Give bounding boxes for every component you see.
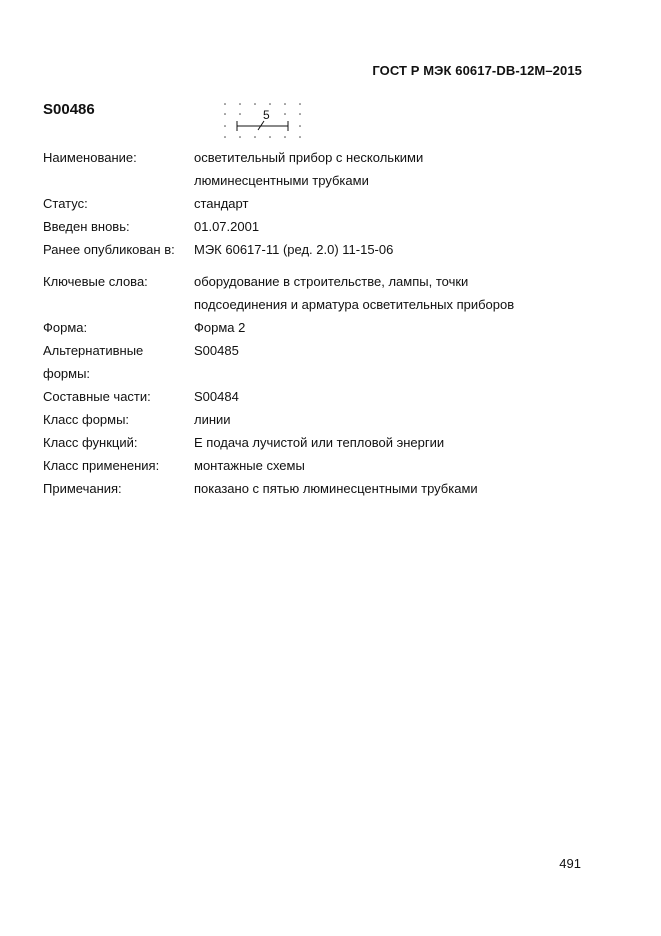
field-value: монтажные схемы xyxy=(194,458,305,473)
field-value: стандарт xyxy=(194,196,249,211)
field-row xyxy=(43,215,603,238)
symbol-code: S00486 xyxy=(43,101,95,118)
field-label: Класс применения: xyxy=(43,458,160,473)
grid-dot xyxy=(284,113,286,115)
field-row xyxy=(43,192,603,215)
field-row xyxy=(43,431,603,454)
field-row xyxy=(43,146,603,169)
grid-dot xyxy=(299,113,301,115)
field-label: формы: xyxy=(43,366,91,381)
field-value: осветительный прибор с несколькими xyxy=(194,150,424,165)
grid-dot xyxy=(254,103,256,105)
grid-dot xyxy=(299,136,301,138)
field-row xyxy=(43,408,603,431)
field-value: S00485 xyxy=(194,343,239,358)
grid-dot xyxy=(254,136,256,138)
field-label: Класс функций: xyxy=(43,435,138,450)
grid-dot xyxy=(269,136,271,138)
field-value: S00484 xyxy=(194,389,239,404)
field-row xyxy=(43,169,603,192)
field-value: МЭК 60617-11 (ред. 2.0) 11-15-06 xyxy=(194,242,394,257)
document-header: ГОСТ Р МЭК 60617-DB-12M–2015 xyxy=(372,63,582,78)
field-list xyxy=(43,146,603,500)
field-label: Ранее опубликован в: xyxy=(43,242,175,257)
field-row xyxy=(43,238,603,261)
grid-dot xyxy=(239,136,241,138)
field-label: Альтернативные xyxy=(43,343,144,358)
field-label xyxy=(43,169,194,192)
field-row xyxy=(43,293,603,316)
field-label: Статус: xyxy=(43,196,88,211)
field-label xyxy=(43,293,194,316)
grid-dot xyxy=(284,103,286,105)
field-label: Наименование: xyxy=(43,150,137,165)
field-value: Е подача лучистой или тепловой энергии xyxy=(194,435,445,450)
field-row xyxy=(43,385,603,408)
tube-count-label: 5 xyxy=(263,108,270,122)
field-row xyxy=(43,477,603,500)
field-label: Класс формы: xyxy=(43,412,130,427)
field-value: 01.07.2001 xyxy=(194,219,260,234)
field-value xyxy=(194,362,603,385)
field-row xyxy=(43,270,603,293)
grid-dot xyxy=(224,103,226,105)
grid-dot xyxy=(224,125,226,127)
field-label: Примечания: xyxy=(43,481,122,496)
field-row xyxy=(43,339,603,362)
field-value: линии xyxy=(194,412,231,427)
field-row xyxy=(43,454,603,477)
field-row xyxy=(43,362,603,385)
field-value: Форма 2 xyxy=(194,320,246,335)
field-value: люминесцентными трубками xyxy=(194,173,369,188)
grid-dot xyxy=(284,136,286,138)
grid-dot xyxy=(239,113,241,115)
grid-dot xyxy=(239,103,241,105)
page-number: 491 xyxy=(559,856,581,871)
field-value: подсоединения и арматура осветительных приборов xyxy=(194,297,515,312)
field-label: Составные части: xyxy=(43,389,151,404)
grid-dot xyxy=(299,103,301,105)
grid-dot xyxy=(224,136,226,138)
field-value: оборудование в строительстве, лампы, точки xyxy=(194,274,469,289)
grid-dot xyxy=(224,113,226,115)
field-row xyxy=(43,316,603,339)
field-label: Форма: xyxy=(43,320,88,335)
grid-dot xyxy=(269,103,271,105)
field-label: Ключевые слова: xyxy=(43,274,148,289)
grid-dot xyxy=(299,125,301,127)
symbol-graphic xyxy=(222,100,308,140)
field-label: Введен вновь: xyxy=(43,219,130,234)
field-value: показано с пятью люминесцентными трубками xyxy=(194,481,478,496)
